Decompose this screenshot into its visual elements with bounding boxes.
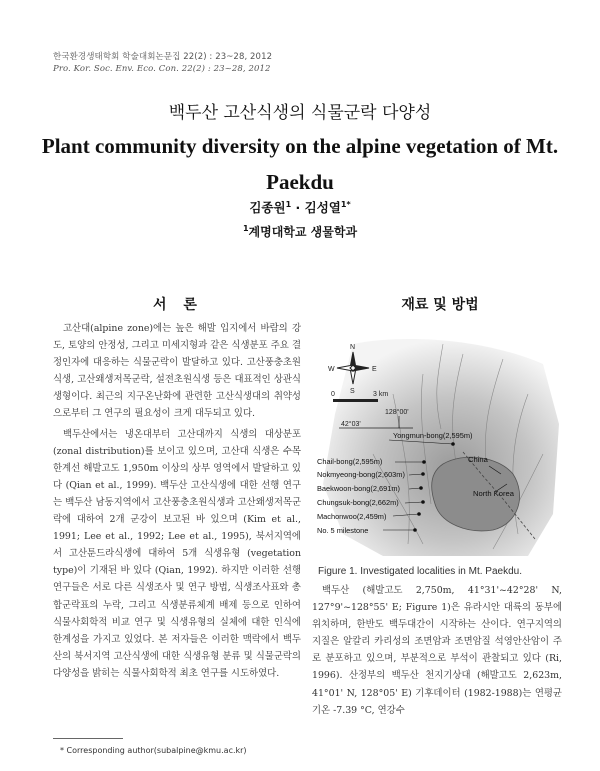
affiliation (0, 223, 600, 240)
locality-label: No. 5 milestone (317, 526, 369, 535)
mountain-relief (323, 339, 559, 556)
locality-label: Yongmun-bong(2,595m) (393, 431, 473, 440)
scale-end-label: 3 km (373, 391, 389, 398)
locality-label: Nokmyeong-bong(2,603m) (317, 470, 405, 479)
latitude-label: 42°03' (341, 421, 361, 428)
section-heading-introduction: 서 론 (153, 297, 203, 313)
compass-south-label: S (350, 388, 355, 395)
country-label-china: China (468, 455, 488, 464)
author-superscript: 1* (340, 199, 351, 209)
footnote-divider (53, 738, 123, 739)
running-head-korean: 한국환경생태학회 학술대회논문집 22(2) : 23~28, 2012 (53, 52, 273, 62)
author-line (0, 198, 600, 216)
locality-label: Machonwoo(2,459m) (317, 512, 387, 521)
corresponding-author-footnote: * Corresponding author(subalpine@kmu.ac.kr) (60, 746, 247, 755)
author-name: 김종원 (249, 200, 286, 215)
locality-label: Baekwoon-bong(2,691m) (317, 484, 400, 493)
locality-label: Chail-bong(2,595m) (317, 457, 383, 466)
country-label-north-korea: North Korea (473, 489, 514, 498)
author-superscript: 1 (285, 199, 292, 209)
study-area-map (313, 334, 561, 556)
author-separator: · (295, 200, 301, 215)
locality-label: Chungsuk-bong(2,662m) (317, 498, 399, 507)
paragraph: 백두산 (해발고도 2,750m, 41°31'~42°28' N, 127°9'~128°55' E; Figure 1)은 유라시안 대륙의 동부에 위치하며, 한반도 백두대간이 시작하는 산이다. 연구지역의 지질은 알칼리 카리성의 조면암과 조면암질 석영안산암이 주로 분포하고 있으며, 부분적으로 부석이 관찰되고 있다 (Ri, 1996). 산정부의 백두산 천지기상대 (해발고도 2,623m, 41°01' N, 128°05' E) 기후데이터 (1982-1988)는 연평균기온 -7.39 °C, 연강수 (312, 585, 562, 716)
methods-body (312, 582, 562, 719)
introduction-body (53, 320, 301, 682)
longitude-label: 128°00' (385, 409, 409, 416)
author-name: 김성열 (304, 200, 341, 215)
compass-north-label: N (350, 344, 356, 351)
figure-caption: Figure 1. Investigated localities in Mt. Paekdu. (318, 566, 522, 577)
scale-zero-label: 0 (331, 391, 335, 398)
scale-bar (333, 399, 378, 402)
paragraph: 백두산에서는 냉온대부터 고산대까지 식생의 대상분포(zonal distribution)를 보이고 있으며, 고산대 식생은 수목한계선 해발고도 1,950m 이상의 상부 영역에서 발달하고 있다 (Qian et al., 1999). 백두산 고산식생에 대한 선행 연구는 백두산 남동지역에서 고산풍충초원식생과 고산왜생저목군락에 대하여 2개 군강이 보고된 바 있으며 (Kim et al., 1991; Lee et al., 1992; Lee et al., 1995), 북서지역에서 고산툰드라식생에 대하여 5개 식생유형 (vegetation type)이 기재된 바 있다 (Qian, 1992). 하지만 이러한 선행연구들은 서로 다른 식생조사 및 연구 방법, 식생조사표와 총합군락표의 누락, 그리고 식생분류체계 배제 등으로 인하여 식물사회학적 비교 연구 및 식생유형의 실체에 대한 인식에 한계성을 가지고 있었다. 본 저자들은 이러한 맥락에서 백두산의 북서지역 고산식생에 대한 식생유형 분류 및 식물군락의 다양성을 밝히는 식물사회학적 최초 연구를 시도하였다. (53, 428, 301, 679)
running-head-english: Pro. Kor. Soc. Env. Eco. Con. 22(2) : 23~28, 2012 (53, 64, 271, 74)
paragraph: 고산대(alpine zone)에는 높은 해발 입지에서 바람의 강도, 토양의 안정성, 그리고 미세지형과 같은 식생분포 주요 결정인자에 대응하는 식물군락이 발달하고 있다. 고산풍충초원식생, 고산왜생저목군락, 설전초원식생 등은 대표적인 상관식생형이다. 최근의 지구온난화에 관련한 고산식생대의 취약성으로부터 그 연구의 필요성이 크게 대두되고 있다. (53, 323, 301, 420)
affiliation-text: 계명대학교 생물학과 (248, 225, 358, 239)
compass-east-label: E (372, 366, 377, 373)
title-english: Plant community diversity on the alpine vegetation of Mt. Paekdu (41, 134, 559, 194)
compass-west-label: W (328, 366, 335, 373)
title-korean: 백두산 고산식생의 식물군락 다양성 (168, 103, 432, 123)
section-heading-methods: 재료 및 방법 (401, 297, 479, 313)
affiliation-superscript: 1 (242, 224, 249, 233)
